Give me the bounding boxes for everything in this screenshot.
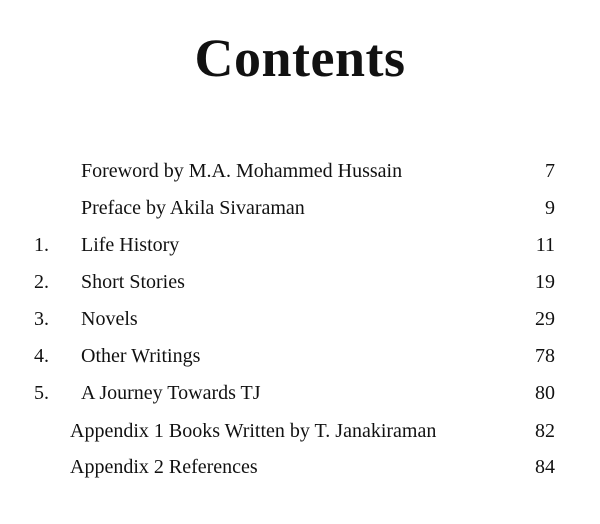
entry-number: 3. xyxy=(34,308,49,330)
entry-page-number: 29 xyxy=(535,308,555,330)
entry-page-number: 9 xyxy=(545,197,555,219)
entry-page-number: 78 xyxy=(535,345,555,367)
entry-title: Life History xyxy=(81,234,180,256)
toc-entry-chapter-4 xyxy=(0,343,600,369)
toc-entry-chapter-2 xyxy=(0,269,600,295)
entry-number: 2. xyxy=(34,271,49,293)
toc-entry-chapter-1 xyxy=(0,232,600,258)
entry-title: Appendix 1 Books Written by T. Janakiraman xyxy=(70,420,437,442)
entry-page-number: 11 xyxy=(535,234,555,256)
entry-number: 1. xyxy=(34,234,49,256)
entry-title: Short Stories xyxy=(81,271,185,293)
toc-entry-foreword xyxy=(0,158,600,184)
entry-title: Other Writings xyxy=(81,345,201,367)
entry-title: Appendix 2 References xyxy=(70,456,258,478)
toc-entry-preface xyxy=(0,195,600,221)
toc-entry-chapter-3 xyxy=(0,306,600,332)
entry-page-number: 80 xyxy=(535,382,555,404)
entry-title: Foreword by M.A. Mohammed Hussain xyxy=(81,160,403,182)
entry-page-number: 19 xyxy=(535,271,555,293)
entry-page-number: 7 xyxy=(545,160,555,182)
toc-entry-appendix-1 xyxy=(0,418,600,444)
entry-title: Preface by Akila Sivaraman xyxy=(81,197,305,219)
entry-page-number: 84 xyxy=(535,456,555,478)
entry-number: 5. xyxy=(34,382,49,404)
page-title: Contents xyxy=(194,28,406,88)
entry-title: Novels xyxy=(81,308,138,330)
entry-number: 4. xyxy=(34,345,49,367)
toc-entry-chapter-5 xyxy=(0,380,600,406)
entry-page-number: 82 xyxy=(535,420,555,442)
entry-title: A Journey Towards TJ xyxy=(81,382,261,404)
toc-entry-appendix-2 xyxy=(0,454,600,480)
